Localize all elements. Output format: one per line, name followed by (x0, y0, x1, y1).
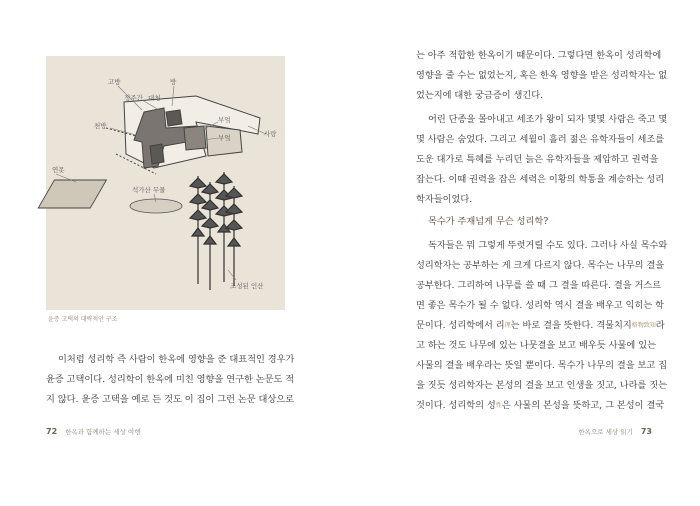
label-jeongju: 정주간 (124, 94, 143, 102)
text-segment: 것이다. 성리학의 성 (416, 400, 496, 411)
text-line: 몇 사람은 숨었다. 그리고 세월이 흘러 젊은 유학자들이 세조를 (416, 134, 665, 145)
text-line: 잡는다. 이때 권력을 잡은 세력은 이황의 학통을 계승하는 성리 (416, 174, 665, 185)
text-line: 윤증 고택이다. 성리학이 한옥에 미친 영향을 연구한 논문도 적 (46, 374, 295, 385)
right-page (350, 0, 700, 506)
ruby-li: 理 (504, 322, 511, 329)
label-buok-2: 부엌 (218, 134, 231, 142)
right-paragraph-1 (416, 46, 668, 106)
text-line: 었는지에 대한 궁금증이 생긴다. (416, 90, 544, 101)
subheading: 목수가 주재넘게 무슨 성리학? (428, 216, 549, 227)
text-line: 면 좋은 목수가 될 수 없다. 성리학 역시 결을 배우고 익히는 학 (416, 300, 665, 311)
text-segment: 은 사물의 본성을 뜻하고, 그 본성이 결국 (501, 400, 665, 411)
label-gobang: 고방 (108, 78, 121, 86)
text-line: 어린 단종을 몰아내고 세조가 왕이 되자 몇몇 사람은 죽고 몇 (428, 114, 668, 125)
text-line (416, 396, 665, 416)
text-segment: 라 (655, 320, 665, 331)
running-title: 한옥으로 세상 읽기 (578, 428, 633, 436)
house-building (106, 96, 260, 174)
right-footer (578, 427, 652, 436)
label-cheonbang: 천방 (94, 122, 107, 130)
bamboo-trees (190, 172, 242, 290)
text-line: 성리학자는 공부하는 게 크게 다르지 않다. 목수는 나무의 결을 (416, 260, 665, 271)
text-segment: 는 바로 결을 뜻한다. 격물치지 (510, 320, 632, 331)
label-seokgasan: 석가산 무물 (132, 186, 166, 194)
left-paragraph (46, 350, 295, 410)
text-line: 영향을 줄 수는 없었는지, 혹은 한옥 영향을 받은 성리학자는 없 (416, 70, 668, 81)
house-layout-diagram (46, 56, 285, 310)
pond-shape (38, 180, 106, 208)
house-layout-svg (46, 56, 285, 310)
text-line: 공부한다. 그리하여 나무를 쓸 때 그 결을 따른다. 결을 거스르 (416, 280, 662, 291)
label-daecheong: 대청 (148, 94, 161, 102)
ruby-seong: 性 (495, 402, 502, 409)
text-line: 는 아주 적합한 한옥이기 때문이다. 그렇다면 한옥이 성리학에 (416, 50, 662, 61)
left-footer (46, 427, 141, 436)
page-number: 73 (640, 427, 652, 436)
page-number: 72 (46, 427, 58, 436)
label-mountain: 조성된 인산 (230, 282, 264, 290)
label-bang: 방 (170, 78, 177, 86)
text-line: 이처럼 성리학 즉 사람이 한옥에 영향을 준 대표적인 경우가 (58, 354, 295, 365)
running-title: 한옥과 함께하는 세상 여행 (65, 428, 141, 436)
subheading-block (416, 212, 656, 232)
label-sarang: 사랑 (264, 130, 277, 138)
figure-caption: 윤증 고택의 대략적인 구조 (48, 316, 118, 323)
text-line: 사물의 결을 배우라는 뜻일 뿐이다. 목수가 나무의 결을 보고 집 (416, 360, 668, 371)
text-line: 을 짓듯 성리학자는 본성의 결을 보고 인생을 짓고, 나라를 짓는 (416, 380, 668, 391)
text-line: 독자들은 뭐 그렇게 뚜렷거릴 수도 있다. 그러나 사실 목수와 (428, 240, 668, 251)
text-line: 지 않다. 윤증 고택을 예로 든 것도 이 집이 그런 논문 대상으로 (46, 394, 295, 405)
text-segment: 문이다. 성리학에서 리 (416, 320, 505, 331)
text-line: 도운 대가로 특혜를 누리던 늙은 유학자들을 제압하고 권력을 (416, 154, 659, 165)
text-line (416, 316, 665, 336)
text-line: 고 하는 것도 나무에 있는 나뭇결을 보고 배우듯 사물에 있는 (416, 340, 656, 351)
ruby-gyeokmul: 格物致知 (631, 322, 656, 329)
text-line: 학자들이었다. (416, 194, 473, 205)
label-yeonmot: 연못 (52, 166, 65, 174)
right-paragraph-2 (416, 110, 668, 210)
label-buok-1: 부엌 (218, 116, 231, 124)
right-paragraph-3 (416, 236, 668, 416)
